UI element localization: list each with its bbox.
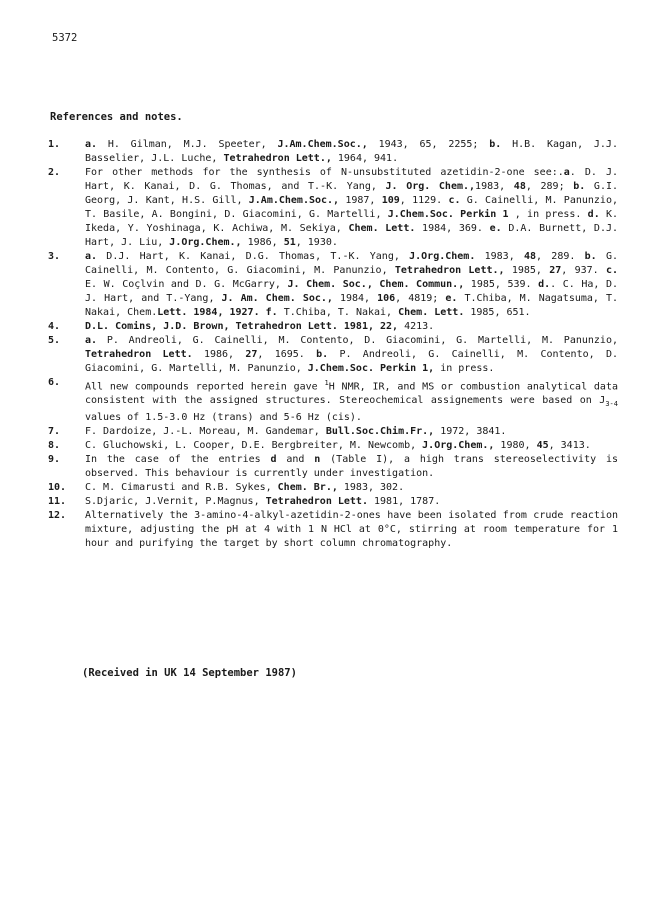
- reference-text-segment: 1: [324, 379, 329, 387]
- reference-text-segment: Chem. Lett.: [348, 223, 416, 234]
- reference-text-segment: F. Dardoize, J.-L. Moreau, M. Gandemar,: [85, 426, 326, 438]
- reference-text-segment: All new compounds reported herein gave: [85, 381, 325, 393]
- reference-text-segment: J. Chem. Soc., Chem. Commun.,: [287, 279, 465, 290]
- reference-text-segment: 1986,: [192, 349, 246, 360]
- reference-text-segment: H.B. Kagan, J.J. Basselier, J.L. Luche,: [85, 139, 618, 164]
- reference-item: [48, 320, 618, 334]
- reference-text-segment: D.A. Burnett, D.J. Hart, J. Liu,: [85, 223, 618, 248]
- reference-text-segment: and: [276, 454, 315, 466]
- reference-number: 5.: [48, 335, 61, 346]
- reference-text-segment: , 4819;: [395, 293, 446, 304]
- reference-item: [48, 453, 618, 481]
- reference-item: [48, 334, 618, 376]
- reference-text-segment: 1984, 369.: [415, 223, 490, 234]
- reference-text-segment: c.: [448, 195, 461, 206]
- reference-text-segment: G. Cainelli, M. Panunzio, T. Basile, A. Bongini, D. Giacomini, G. Martelli,: [85, 195, 618, 220]
- reference-text: [85, 509, 618, 551]
- reference-text-segment: G. Cainelli, M. Contento, G. Giacomini, M. Panunzio,: [85, 251, 618, 276]
- reference-text-segment: f.: [265, 307, 278, 318]
- reference-item: [48, 439, 618, 453]
- reference-text-segment: a.: [85, 139, 98, 150]
- reference-text-segment: H NMR, IR, and MS or combustion analytical data consistent with the assigned structures. Stereochemical assignements were based on J: [85, 381, 618, 407]
- reference-text-segment: 51: [283, 237, 296, 248]
- reference-number: 10.: [48, 482, 67, 494]
- reference-text: [85, 481, 618, 495]
- reference-text-segment: values of 1.5-3.0 Hz (trans) and 5-6 Hz (cis).: [85, 412, 362, 424]
- reference-text-segment: E. W. Coçlvin and D. G. McGarry,: [85, 279, 288, 290]
- reference-text-segment: P. Andreoli, G. Cainelli, M. Contento, D. Giacomini, G. Martelli, M. Panunzio,: [97, 335, 618, 346]
- reference-text-segment: 1985, 539.: [464, 279, 539, 290]
- reference-text-segment: C. Gluchowski, L. Cooper, D.E. Bergbreiter, M. Newcomb,: [85, 440, 423, 452]
- reference-text-segment: , 1129.: [399, 195, 449, 206]
- reference-text: [85, 250, 618, 320]
- reference-text-segment: , 1930.: [295, 237, 338, 248]
- reference-item: [48, 166, 618, 250]
- reference-text-segment: S.Djaric, J.Vernit, P.Magnus,: [85, 496, 266, 508]
- reference-text-segment: 1986,: [241, 237, 284, 248]
- reference-text-segment: G.I. Georg, J. Kant, H.S. Gill,: [85, 181, 619, 206]
- reference-text-segment: 1983,: [475, 181, 514, 192]
- reference-text-segment: 1972, 3841.: [434, 426, 507, 438]
- reference-text-segment: 48: [513, 181, 526, 192]
- reference-text-segment: Tetrahedron Lett.: [85, 349, 193, 360]
- reference-text-segment: 3-4: [605, 400, 618, 409]
- reference-text-segment: Alternatively the 3-amino-4-alkyl-azetidin-2-ones have been isolated from crude reaction mixture, adjusting the pH at 4 with 1 N HCl at 0°C, stirring at room temperature for 1 hour and purifying the target by short column chromatography.: [85, 510, 618, 550]
- reference-text: [85, 334, 618, 376]
- reference-text-segment: J. Am. Chem. Soc.,: [221, 293, 333, 304]
- reference-text-segment: 1985,: [504, 265, 550, 276]
- reference-text-segment: 1943, 65, 2255;: [367, 139, 490, 150]
- reference-text: [85, 495, 618, 509]
- reference-text-segment: D.L. Comins, J.D. Brown, Tetrahedron Lett. 1981, 22,: [85, 321, 399, 332]
- reference-text-segment: 1985, 651.: [464, 307, 531, 318]
- reference-text-segment: 1984,: [332, 293, 378, 304]
- reference-text-segment: Tetrahedron Lett.: [265, 496, 368, 508]
- reference-text-segment: . C. Ha, D. J. Hart, and T.-Yang,: [85, 279, 619, 304]
- reference-text-segment: Lett. 1984, 1927.: [157, 307, 260, 318]
- reference-text-segment: T.Chiba, T. Nakai,: [277, 307, 399, 318]
- reference-text-segment: n: [314, 454, 321, 466]
- reference-text: [85, 138, 618, 166]
- reference-text-segment: in press.: [434, 363, 495, 374]
- reference-text-segment: D.J. Hart, K. Kanai, D.G. Thomas, T.-K. Yang,: [97, 251, 410, 262]
- reference-text-segment: , in press.: [508, 209, 588, 220]
- reference-text-segment: J.Am.Chem.Soc.,: [277, 139, 368, 150]
- reference-item: [48, 481, 618, 495]
- reference-number: 7.: [48, 426, 61, 438]
- reference-text-segment: , 289;: [525, 181, 574, 192]
- reference-text-segment: a.: [85, 251, 98, 262]
- reference-text: [85, 320, 618, 334]
- reference-text-segment: e.: [489, 223, 502, 234]
- reference-item: [48, 495, 618, 509]
- reference-text-segment: 106: [377, 293, 396, 304]
- reference-text-segment: 109: [381, 195, 400, 206]
- reference-text-segment: J.Org.Chem.: [409, 251, 476, 262]
- references-heading: References and notes.: [50, 111, 183, 123]
- reference-item: [48, 376, 618, 425]
- reference-item: [48, 425, 618, 439]
- reference-number: 12.: [48, 510, 67, 522]
- reference-text-segment: J. Org. Chem.,: [385, 181, 476, 192]
- reference-text-segment: J.Org.Chem.,: [169, 237, 242, 248]
- reference-text-segment: 48: [523, 251, 537, 262]
- reference-number: 1.: [48, 139, 61, 150]
- reference-text-segment: b.: [489, 139, 502, 150]
- reference-text-segment: C. M. Cimarusti and R.B. Sykes,: [85, 482, 278, 494]
- received-date: (Received in UK 14 September 1987): [82, 667, 297, 679]
- reference-text-segment: , 937.: [561, 265, 606, 276]
- reference-text-segment: Bull.Soc.Chim.Fr.,: [325, 426, 435, 438]
- reference-text-segment: , 289.: [536, 251, 585, 262]
- reference-text-segment: c.: [605, 265, 618, 276]
- reference-text-segment: d: [270, 454, 277, 466]
- reference-text-segment: a: [563, 167, 570, 178]
- reference-text-segment: J.Chem.Soc. Perkin 1,: [307, 363, 435, 374]
- reference-text-segment: d.: [587, 209, 600, 220]
- reference-text-segment: Tetrahedron Lett.,: [394, 265, 505, 276]
- reference-number: 2.: [48, 167, 61, 178]
- reference-text-segment: 45: [536, 440, 549, 452]
- reference-item: [48, 250, 618, 320]
- reference-text-segment: For other methods for the synthesis of N-unsubstituted azetidin-2-one see:.: [85, 167, 564, 178]
- reference-text-segment: d.: [538, 279, 551, 290]
- reference-text: [85, 453, 618, 481]
- reference-item: [48, 138, 618, 166]
- reference-number: 4.: [48, 321, 61, 332]
- reference-number: 8.: [48, 440, 61, 452]
- reference-item: [48, 509, 618, 551]
- reference-text: [85, 425, 618, 439]
- reference-number: 11.: [48, 496, 67, 508]
- reference-text: [85, 376, 618, 425]
- reference-text-segment: K. Ikeda, Y. Yoshinaga, K. Achiwa, M. Sekiya,: [85, 209, 618, 234]
- reference-text-segment: J.Chem.Soc. Perkin 1: [387, 209, 509, 220]
- reference-text-segment: 1983, 302.: [337, 482, 405, 494]
- reference-text-segment: P. Andreoli, G. Cainelli, M. Contento, D. Giacomini, G. Martelli, M. Panunzio,: [85, 349, 618, 374]
- reference-text-segment: Chem. Lett.: [398, 307, 465, 318]
- reference-text-segment: T.Chiba, M. Nagatsuma, T. Nakai, Chem.: [85, 293, 619, 318]
- reference-text-segment: 1983,: [475, 251, 524, 262]
- page-number: 5372: [52, 32, 78, 44]
- reference-text-segment: , 3413.: [548, 440, 591, 452]
- reference-text-segment: . D. J. Hart, K. Kanai, D. G. Thomas, and T.-K. Yang,: [85, 167, 618, 192]
- references-list: [48, 138, 618, 551]
- reference-text-segment: 1981, 1787.: [367, 496, 441, 508]
- reference-text-segment: J.Am.Chem.Soc.,: [248, 195, 340, 206]
- reference-text-segment: a.: [85, 335, 98, 346]
- reference-text-segment: J.Org.Chem.,: [422, 440, 495, 452]
- reference-text-segment: b.: [584, 251, 597, 262]
- reference-text-segment: (Table I), a high trans stereoselectivity is observed. This behaviour is currently under investigation.: [85, 454, 618, 480]
- reference-text: [85, 166, 618, 250]
- reference-text-segment: b.: [316, 349, 329, 360]
- reference-number: 3.: [48, 251, 61, 262]
- reference-number: 6.: [48, 377, 61, 388]
- reference-text-segment: 27: [549, 265, 562, 276]
- reference-text-segment: H. Gilman, M.J. Speeter,: [97, 139, 278, 150]
- reference-text-segment: Tetrahedron Lett.,: [223, 153, 332, 164]
- reference-text: [85, 439, 618, 453]
- reference-text-segment: 1987,: [339, 195, 382, 206]
- reference-text-segment: 27: [245, 349, 258, 360]
- reference-number: 9.: [48, 454, 61, 466]
- reference-text-segment: e.: [445, 293, 458, 304]
- reference-text-segment: b.: [573, 181, 586, 192]
- reference-text-segment: Chem. Br.,: [277, 482, 338, 494]
- reference-text-segment: 1964, 941.: [331, 153, 399, 164]
- reference-text-segment: 4213.: [398, 321, 435, 332]
- reference-text-segment: , 1695.: [257, 349, 317, 360]
- reference-text-segment: In the case of the entries: [85, 454, 271, 466]
- reference-text-segment: 1980,: [494, 440, 537, 452]
